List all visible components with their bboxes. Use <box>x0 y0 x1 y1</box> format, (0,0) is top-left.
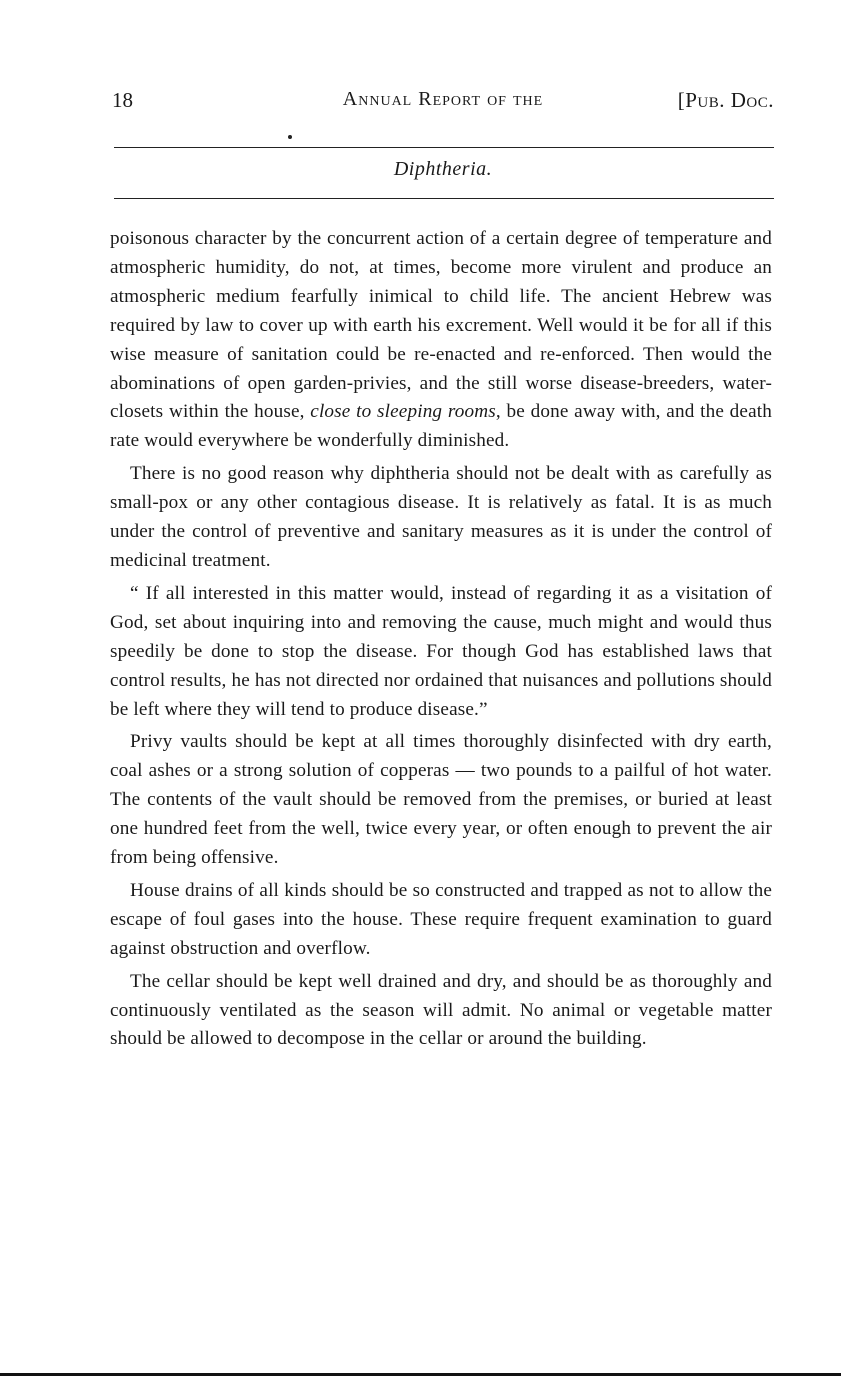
paragraph-1-text-end: , be done away with, and the death rate would everywhere be wonderfully diminished. <box>110 401 772 452</box>
scan-bottom-edge <box>0 1373 841 1376</box>
paragraph-6: The cellar should be kept well drained and dry, and should be as thoroughly and continuously ventilated as the season will admit. No animal or vegetable matter should be allowed to decompose in the cellar or around the building. <box>110 970 772 1050</box>
paragraph-1-italic-phrase: close to sleeping rooms <box>310 401 496 423</box>
page-header <box>112 88 774 122</box>
running-title: Annual Report of the <box>342 88 544 110</box>
page-number: 18 <box>112 88 133 112</box>
paragraph-4: Privy vaults should be kept at all times thoroughly disinfected with dry earth, coal ashes or a strong solution of copperas — two pounds to a pailful of hot water. The contents of the vault should be removed from the premises, or buried at least one hundred feet from the well, twice every year, or often enough to prevent the air from being offensive. <box>110 731 772 869</box>
paragraph-1 <box>110 225 772 456</box>
paragraph-2: There is no good reason why diphtheria should not be dealt with as carefully as small-pox or any other contagious disease. It is relatively as fatal. It is as much under the control of preventive and sanitary measures as it is under the control of medicinal treatment. <box>110 463 772 571</box>
paragraph-3-quotation: “ If all interested in this matter would, instead of regarding it as a visitation of God, set about inquiring into and removing the cause, much might and would thus speedily be done to stop the disease. For though God has established laws that control results, he has not directed nor ordained that nuisances and pollutions should be left where they will tend to produce disease.” <box>110 582 772 720</box>
document-marker: [Pub. Doc. <box>677 88 774 112</box>
body-text <box>110 225 772 1058</box>
print-speck <box>288 135 292 139</box>
paragraph-1-text-start: poisonous character by the concurrent action of a certain degree of temperature and atmospheric humidity, do not, at times, become more virulent and produce an atmospheric medium fearfully inimical to child life. The ancient Hebrew was required by law to cover up with earth his excrement. Well would it be for all if this wise measure of sanitation could be re-enacted and re-enforced. Then would the abominations of open garden-privies, and the still worse disease-breeders, water-closets within the house, <box>110 228 772 423</box>
section-title: Diphtheria. <box>393 158 493 180</box>
bottom-divider <box>114 198 774 199</box>
paragraph-5: House drains of all kinds should be so constructed and trapped as not to allow the escape of foul gases into the house. These require frequent examination to guard against obstruction and overflow. <box>110 879 772 959</box>
top-divider <box>114 147 774 148</box>
